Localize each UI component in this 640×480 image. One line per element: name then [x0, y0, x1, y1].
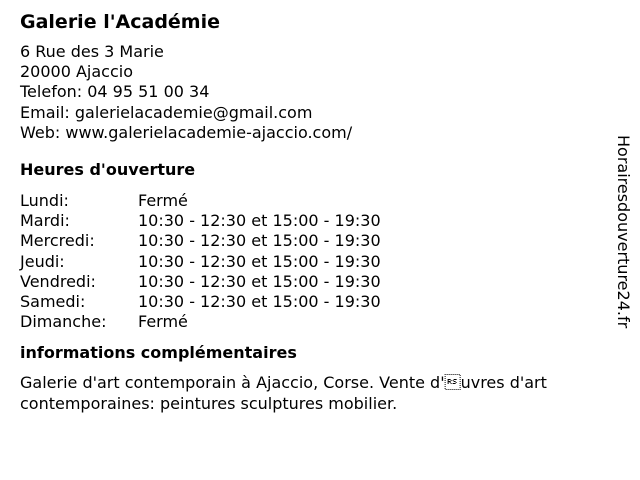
- hours-row: [20, 312, 381, 332]
- hours-row: [20, 231, 381, 251]
- day-label: Samedi:: [20, 292, 86, 312]
- hours-table: [20, 191, 381, 332]
- info-heading: informations complémentaires: [20, 343, 297, 363]
- address-city: 20000 Ajaccio: [20, 62, 134, 82]
- day-label: Mardi:: [20, 211, 70, 231]
- hours-heading: Heures d'ouverture: [20, 160, 196, 180]
- hours-row: [20, 211, 381, 231]
- day-hours: 10:30 - 12:30 et 15:00 - 19:30: [138, 231, 381, 251]
- email-line: Email: galerielacademie@gmail.com: [20, 102, 313, 122]
- listing-card: [20, 10, 590, 414]
- day-label: Mercredi:: [20, 231, 95, 251]
- day-hours: 10:30 - 12:30 et 15:00 - 19:30: [138, 211, 381, 231]
- day-hours: Fermé: [138, 191, 188, 211]
- day-label: Vendredi:: [20, 271, 96, 291]
- phone-line: Telefon: 04 95 51 00 34: [20, 82, 210, 102]
- day-label: Dimanche:: [20, 312, 107, 332]
- day-hours: 10:30 - 12:30 et 15:00 - 19:30: [138, 271, 381, 291]
- day-label: Jeudi:: [20, 251, 65, 271]
- website-line: Web: www.galerielacademie-ajaccio.com/: [20, 122, 353, 142]
- day-hours: 10:30 - 12:30 et 15:00 - 19:30: [138, 292, 381, 312]
- hours-row: [20, 191, 381, 211]
- hours-row: [20, 292, 381, 312]
- hours-row: [20, 272, 381, 292]
- day-hours: Fermé: [138, 312, 188, 332]
- contact-block: [20, 42, 590, 143]
- description-text: Galerie d'art contemporain à Ajaccio, Corse. Vente d' uvres d'art contemporaines: peintures sculptures mobilier.: [20, 373, 547, 413]
- day-label: Lundi:: [20, 191, 69, 211]
- address-street: 6 Rue des 3 Marie: [20, 42, 164, 61]
- site-watermark: Horairesdouverture24.fr: [614, 135, 633, 329]
- venue-title: Galerie l'Académie: [20, 11, 221, 33]
- day-hours: 10:30 - 12:30 et 15:00 - 19:30: [138, 251, 381, 271]
- hours-row: [20, 252, 381, 272]
